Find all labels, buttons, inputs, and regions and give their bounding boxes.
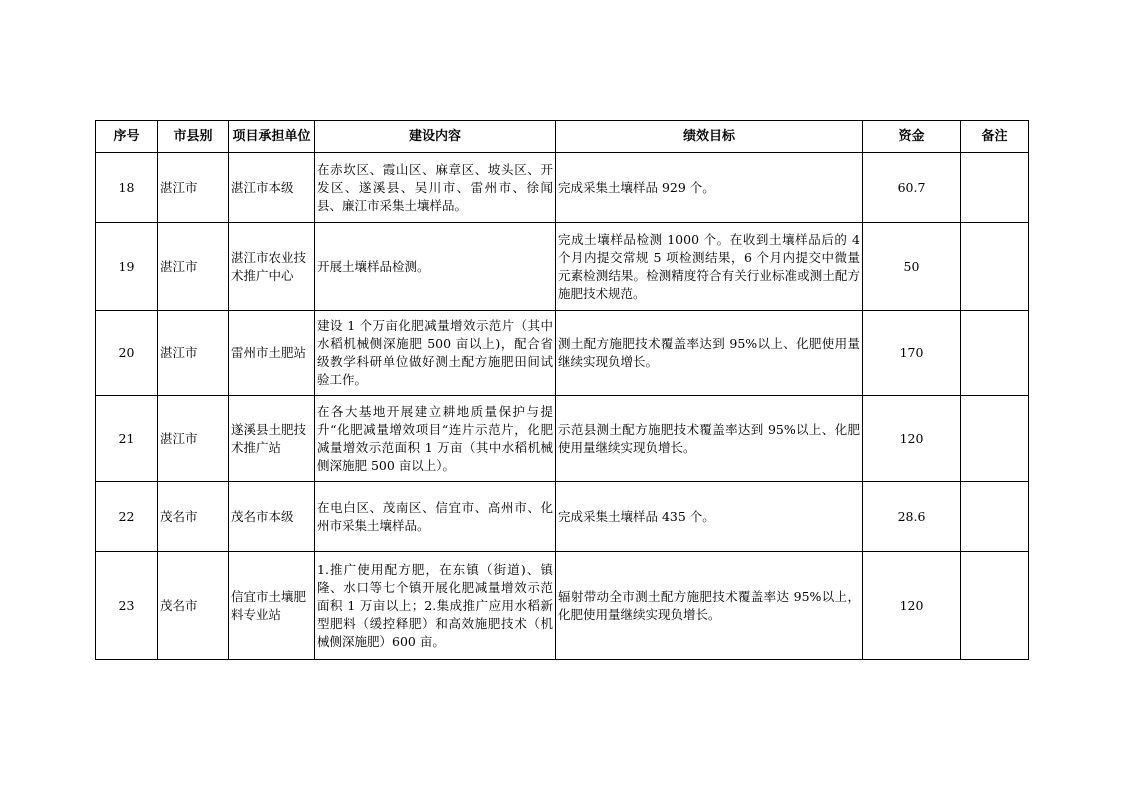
row-remark: [961, 396, 1029, 482]
header-no: 序号: [96, 121, 158, 153]
row-remark: [961, 311, 1029, 396]
row-target: 完成土壤样品检测 1000 个。在收到土壤样品后的 4 个月内提交常规 5 项检测结果，6 个月内提交中微量元素检测结果。检测精度符合有关行业标准或测土配方施肥技术规范。: [556, 223, 863, 311]
row-content: 开展土壤样品检测。: [315, 223, 556, 311]
row-unit: 湛江市本级: [229, 153, 315, 223]
row-city: 茂名市: [158, 552, 229, 660]
row-city: 茂名市: [158, 482, 229, 552]
row-no: 18: [96, 153, 158, 223]
row-remark: [961, 153, 1029, 223]
row-no: 23: [96, 552, 158, 660]
row-unit: 茂名市本级: [229, 482, 315, 552]
row-no: 20: [96, 311, 158, 396]
row-funds: 120: [863, 396, 961, 482]
row-remark: [961, 552, 1029, 660]
row-unit: 遂溪县土肥技术推广站: [229, 396, 315, 482]
row-funds: 28.6: [863, 482, 961, 552]
header-content: 建设内容: [315, 121, 556, 153]
row-target: 完成采集土壤样品 929 个。: [556, 153, 863, 223]
row-funds: 120: [863, 552, 961, 660]
header-funds: 资金: [863, 121, 961, 153]
row-remark: [961, 482, 1029, 552]
row-target: 测土配方施肥技术覆盖率达到 95%以上、化肥使用量继续实现负增长。: [556, 311, 863, 396]
table-row: [96, 153, 1029, 223]
row-funds: 170: [863, 311, 961, 396]
table-row: [96, 223, 1029, 311]
header-unit: 项目承担单位: [229, 121, 315, 153]
row-funds: 60.7: [863, 153, 961, 223]
row-content: 在电白区、茂南区、信宜市、高州市、化州市采集土壤样品。: [315, 482, 556, 552]
row-content: 在各大基地开展建立耕地质量保护与提升“化肥减量增效项目“连片示范片，化肥减量增效示范面积 1 万亩（其中水稻机械侧深施肥 500 亩以上）。: [315, 396, 556, 482]
row-no: 19: [96, 223, 158, 311]
row-unit: 湛江市农业技术推广中心: [229, 223, 315, 311]
row-remark: [961, 223, 1029, 311]
table-row: [96, 482, 1029, 552]
project-table: [95, 120, 1029, 660]
table-row: [96, 311, 1029, 396]
row-no: 22: [96, 482, 158, 552]
row-target: 辐射带动全市测土配方施肥技术覆盖率达 95%以上，化肥使用量继续实现负增长。: [556, 552, 863, 660]
row-city: 湛江市: [158, 223, 229, 311]
row-content: 1.推广使用配方肥，在东镇（街道)、镇隆、水口等七个镇开展化肥减量增效示范面积 1 万亩以上；2.集成推广应用水稻新型肥料（缓控释肥）和高效施肥技术（机械侧深施肥）600 亩。: [315, 552, 556, 660]
table-row: [96, 552, 1029, 660]
table-row: [96, 396, 1029, 482]
row-city: 湛江市: [158, 396, 229, 482]
header-city: 市县别: [158, 121, 229, 153]
row-target: 完成采集土壤样品 435 个。: [556, 482, 863, 552]
header-target: 绩效目标: [556, 121, 863, 153]
row-funds: 50: [863, 223, 961, 311]
row-city: 湛江市: [158, 153, 229, 223]
row-content: 在赤坎区、霞山区、麻章区、坡头区、开发区、遂溪县、吴川市、雷州市、徐闻县、廉江市采集土壤样品。: [315, 153, 556, 223]
row-unit: 雷州市土肥站: [229, 311, 315, 396]
row-city: 湛江市: [158, 311, 229, 396]
row-unit: 信宜市土壤肥料专业站: [229, 552, 315, 660]
row-content: 建设 1 个万亩化肥减量增效示范片（其中水稻机械侧深施肥 500 亩以上)，配合省级教学科研单位做好测土配方施肥田间试验工作。: [315, 311, 556, 396]
header-remark: 备注: [961, 121, 1029, 153]
header-row: [96, 121, 1029, 153]
row-no: 21: [96, 396, 158, 482]
row-target: 示范县测土配方施肥技术覆盖率达到 95%以上、化肥使用量继续实现负增长。: [556, 396, 863, 482]
